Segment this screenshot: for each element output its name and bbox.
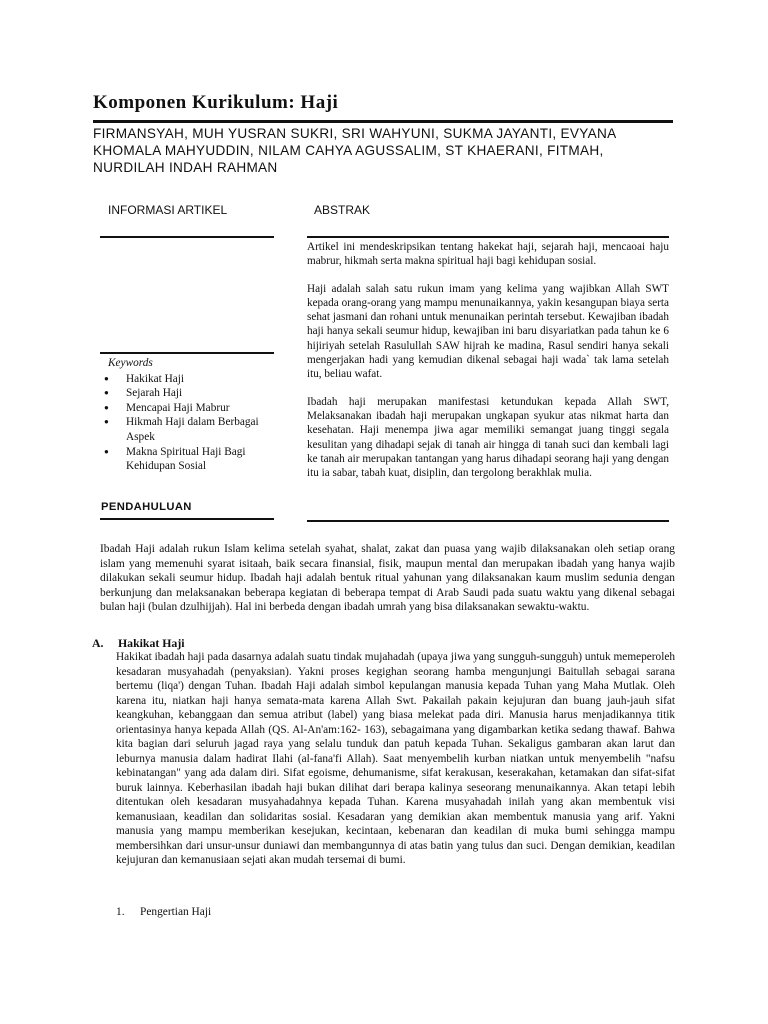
subsection-title: Pengertian Haji bbox=[140, 906, 212, 918]
keywords-title: Keywords bbox=[108, 357, 153, 369]
abstract-top-rule bbox=[307, 236, 669, 238]
author-list bbox=[93, 125, 683, 176]
keyword-item: ● Hakikat Haji bbox=[104, 372, 279, 387]
abstract-paragraph: Artikel ini mendeskripsikan tentang hakekat haji, sejarah haji, mencaoai haju mabrur, hikmah serta makna spiritual haji bagi kehidupan sosial. bbox=[307, 241, 669, 268]
info-bottom-rule bbox=[100, 518, 274, 520]
subsection-number: 1. bbox=[116, 906, 125, 918]
intro-paragraph: Ibadah Haji adalah rukun Islam kelima setelah syahat, shalat, zakat dan puasa yang wajib dilaksanakan oleh setiap orang islam yang memenuhi syarat isitaah, baik secara finansial, fisik, maupun mental dan merupakan ibadah yang hanya wajib dilakukan sekali seumur hidup. Ibadah haji adalah bentuk ritual yahunan yang dilaksanakan kaum muslim sedunia dengan berkunjung dan melaksanakan beberapa kegiatan di beberapa tempat di Arab Saudi pada suatu waktu yang dikenal sebagai bulan haji (bulan dzulhijjah). Hal ini berbeda dengan ibadah umrah yang bisa dilaksanakan sewaktu-waktu. bbox=[100, 543, 675, 613]
abstract-header: ABSTRAK bbox=[314, 203, 371, 217]
keywords-box bbox=[104, 356, 279, 474]
abstract-paragraph: Haji adalah salah satu rukun imam yang kelima yang wajibkan Allah SWT kepada orang-orang yang mampu menunaikannya, yakin kesangupan biaya serta sehat jasmani dan rohani untuk menunaikan perintah tersebut. Kewajiban ibadah haji hanya sekali seumur hidup, kewajiban ini baru disyariatkan pada tahun ke 6 hijiriyah setelah Rasulullah SAW hijrah ke madina, Rasul sendiri hanya sekali mengerjakan hadi yang kemudian dikenal sebagai haji wada` tak lama setelah itu, beliau wafat. bbox=[307, 282, 669, 381]
section-number: A. bbox=[92, 636, 104, 650]
abstract-bottom-rule bbox=[307, 520, 669, 522]
info-top-rule bbox=[100, 236, 274, 238]
author-line: NURDILAH INDAH RAHMAN bbox=[93, 160, 278, 175]
section-heading bbox=[92, 636, 185, 651]
subsection-heading bbox=[116, 906, 211, 918]
section-paragraph: Hakikat ibadah haji pada dasarnya adalah suatu tindak mujahadah (upaya jiwa yang sungguh-sungguh) untuk memeperoleh kesadaran musyahadah (penyaksian). Yakni proses kegighan seorang hamba mengunjungi Baitullah sebagai sarana bertemu (liqa') dengan Tuhan. Ibadah Haji adalah simbol kepulangan manusia kepada Tuhan yang Maha Mutlak. Oleh karena itu, niatkan haji hanya semata-mata karena Allah Swt. Pakailah pakain kejujuran dan buang jauh-jauh sifat keangkuhan, kebanggaan dan semua atribut (label) yang biasa melekat pada diri. Manusia harus menjadikannya titik orientasinya hanya kepada Allah (QS. Al-An'am:162- 163), sebagaimana yang digambarkan ketika sedang thawaf. Bahwa kita bagian dari seluruh jagad raya yang selalu tunduk dan patuh kepada Tuhan. Sekaligus gambaran akan larut dan leburnya manusia dalam hadirat Ilahi (al-fana'fi Allah). Saat menyembelih kurban niatkan untuk menyembelih "nafsu kebinatangan" yang ada dalam diri. Sifat egoisme, dehumanisme, sifat kerakusan, keserakahan, ketamakan dan sifat-sifat buruk lainnya. Keberhasilan ibadah haji bukan dilihat dari berapa kalinya seseorang menunaikannya. Akan tetapi lebih ditentukan oleh kesadaran musyahadahnya kepada Tuhan. Karena musyahadah inilah yang akan membentuk visi kemanusiaan, keadilan dan solidaritas sosial. Kesadaran yang demikian akan membentuk manusia yang arif. Yakni manusia yang mampu memberikan kesejukan, kecintaan, kebenaran dan keadilan di muka bumi sehingga mampu membersihkan dari unsur-unsur duniawi dan membangunnya di atas batin yang tulus dan suci. Dengan demikian, keadilan kejujuran dan kemanusiaan sejati akan mudah tersemai di bumi. bbox=[116, 651, 675, 866]
title-divider bbox=[93, 120, 673, 123]
keyword-item: ● Sejarah Haji bbox=[104, 386, 279, 401]
intro-heading: PENDAHULUAN bbox=[101, 501, 192, 513]
article-title: Komponen Kurikulum: Haji bbox=[93, 92, 339, 113]
keywords-divider bbox=[100, 352, 274, 354]
section-title: Hakikat Haji bbox=[118, 636, 185, 650]
keyword-item: ● Makna Spiritual Haji Bagi Kehidupan Sosial bbox=[104, 445, 279, 474]
keyword-item: ● Mencapai Haji Mabrur bbox=[104, 401, 279, 416]
abstract-paragraph: Ibadah haji merupakan manifestasi ketundukan kepada Allah SWT, Melaksanakan ibadah haji merupakan ungkapan syukur atas nikmat harta dan kesehatan. Haji menempa jiwa agar memiliki semangat juang tinggi segala kesulitan yang dihadapi sejak di tanah air hingga di tanah suci dan kembali lagi ke tanah air merupakan tantangan yang harus dihadapi seorang haji yang dengan itu ia sabar, tabah kuat, disiplin, dan tergolong berakhlak mulia. bbox=[307, 395, 669, 480]
article-info-header: INFORMASI ARTIKEL bbox=[108, 203, 228, 217]
author-line: KHOMALA MAHYUDDIN, NILAM CAHYA AGUSSALIM, ST KHAERANI, FITMAH, bbox=[93, 143, 604, 158]
author-line: FIRMANSYAH, MUH YUSRAN SUKRI, SRI WAHYUNI, SUKMA JAYANTI, EVYANA bbox=[93, 126, 617, 141]
abstract-body bbox=[307, 240, 669, 493]
keyword-list bbox=[104, 372, 279, 474]
keyword-item: ● Hikmah Haji dalam Berbagai Aspek bbox=[104, 415, 279, 444]
